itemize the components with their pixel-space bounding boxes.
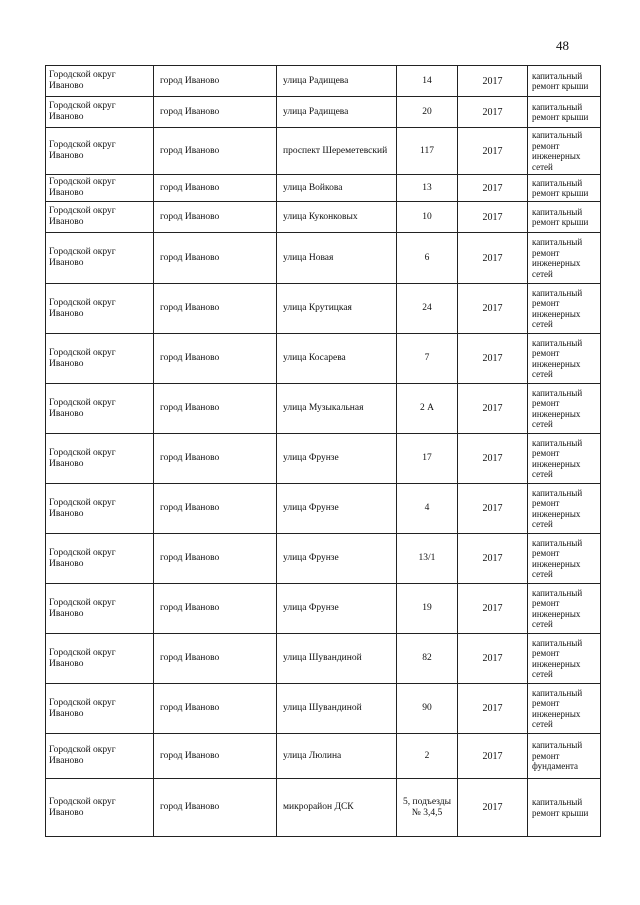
cell-house: 10	[397, 202, 458, 233]
table-row	[46, 334, 601, 384]
cell-district: Городской округ Иваново	[46, 384, 154, 434]
cell-year: 2017	[458, 534, 528, 584]
table-body	[46, 66, 601, 837]
cell-work: капитальный ремонт инженерных сетей	[528, 584, 601, 634]
cell-work: капитальный ремонт крыши	[528, 175, 601, 202]
cell-city: город Иваново	[154, 97, 277, 128]
cell-street: улица Шувандиной	[277, 634, 397, 684]
cell-work: капитальный ремонт инженерных сетей	[528, 534, 601, 584]
cell-city: город Иваново	[154, 584, 277, 634]
cell-year: 2017	[458, 634, 528, 684]
cell-district: Городской округ Иваново	[46, 66, 154, 97]
cell-district: Городской округ Иваново	[46, 97, 154, 128]
cell-work: капитальный ремонт крыши	[528, 66, 601, 97]
cell-year: 2017	[458, 734, 528, 779]
cell-house: 17	[397, 434, 458, 484]
cell-city: город Иваново	[154, 128, 277, 175]
cell-work: капитальный ремонт инженерных сетей	[528, 384, 601, 434]
cell-district: Городской округ Иваново	[46, 434, 154, 484]
table-row	[46, 233, 601, 284]
table-row	[46, 384, 601, 434]
cell-house: 20	[397, 97, 458, 128]
cell-district: Городской округ Иваново	[46, 734, 154, 779]
cell-street: микрорайон ДСК	[277, 779, 397, 837]
cell-year: 2017	[458, 584, 528, 634]
table-row	[46, 634, 601, 684]
cell-city: город Иваново	[154, 66, 277, 97]
cell-street: улица Люлина	[277, 734, 397, 779]
table-row	[46, 534, 601, 584]
cell-district: Городской округ Иваново	[46, 175, 154, 202]
cell-house: 90	[397, 684, 458, 734]
table-row	[46, 202, 601, 233]
cell-year: 2017	[458, 684, 528, 734]
cell-house: 24	[397, 284, 458, 334]
cell-city: город Иваново	[154, 684, 277, 734]
cell-city: город Иваново	[154, 233, 277, 284]
cell-street: улица Музыкальная	[277, 384, 397, 434]
cell-district: Городской округ Иваново	[46, 233, 154, 284]
cell-street: улица Радищева	[277, 66, 397, 97]
cell-house: 117	[397, 128, 458, 175]
cell-year: 2017	[458, 779, 528, 837]
cell-house: 6	[397, 233, 458, 284]
cell-work: капитальный ремонт фундамента	[528, 734, 601, 779]
cell-work: капитальный ремонт инженерных сетей	[528, 284, 601, 334]
cell-year: 2017	[458, 334, 528, 384]
cell-city: город Иваново	[154, 779, 277, 837]
cell-district: Городской округ Иваново	[46, 284, 154, 334]
cell-district: Городской округ Иваново	[46, 484, 154, 534]
cell-house: 2	[397, 734, 458, 779]
table-row	[46, 97, 601, 128]
page-number: 48	[556, 38, 569, 53]
cell-city: город Иваново	[154, 284, 277, 334]
cell-work: капитальный ремонт инженерных сетей	[528, 233, 601, 284]
cell-year: 2017	[458, 175, 528, 202]
cell-city: город Иваново	[154, 384, 277, 434]
cell-street: улица Новая	[277, 233, 397, 284]
cell-year: 2017	[458, 128, 528, 175]
cell-work: капитальный ремонт инженерных сетей	[528, 634, 601, 684]
cell-city: город Иваново	[154, 534, 277, 584]
cell-street: улица Фрунзе	[277, 584, 397, 634]
cell-house: 13/1	[397, 534, 458, 584]
cell-street: улица Шувандиной	[277, 684, 397, 734]
cell-house: 19	[397, 584, 458, 634]
table-row	[46, 484, 601, 534]
cell-year: 2017	[458, 233, 528, 284]
cell-city: город Иваново	[154, 202, 277, 233]
cell-street: улица Фрунзе	[277, 534, 397, 584]
cell-street: улица Фрунзе	[277, 434, 397, 484]
cell-district: Городской округ Иваново	[46, 534, 154, 584]
cell-year: 2017	[458, 66, 528, 97]
cell-city: город Иваново	[154, 434, 277, 484]
cell-work: капитальный ремонт крыши	[528, 202, 601, 233]
table-row	[46, 434, 601, 484]
cell-district: Городской округ Иваново	[46, 202, 154, 233]
cell-work: капитальный ремонт инженерных сетей	[528, 334, 601, 384]
cell-year: 2017	[458, 434, 528, 484]
table-row	[46, 684, 601, 734]
cell-work: капитальный ремонт инженерных сетей	[528, 684, 601, 734]
cell-year: 2017	[458, 284, 528, 334]
table-row	[46, 734, 601, 779]
table-row	[46, 66, 601, 97]
cell-street: проспект Шереметевский	[277, 128, 397, 175]
cell-district: Городской округ Иваново	[46, 334, 154, 384]
cell-street: улица Крутицкая	[277, 284, 397, 334]
cell-house: 13	[397, 175, 458, 202]
cell-city: город Иваново	[154, 634, 277, 684]
repair-schedule-table	[45, 65, 601, 837]
cell-street: улица Куконковых	[277, 202, 397, 233]
cell-district: Городской округ Иваново	[46, 128, 154, 175]
cell-year: 2017	[458, 484, 528, 534]
cell-house: 2 А	[397, 384, 458, 434]
cell-house: 4	[397, 484, 458, 534]
cell-street: улица Войкова	[277, 175, 397, 202]
cell-work: капитальный ремонт инженерных сетей	[528, 434, 601, 484]
cell-district: Городской округ Иваново	[46, 634, 154, 684]
cell-work: капитальный ремонт инженерных сетей	[528, 484, 601, 534]
table-row	[46, 284, 601, 334]
cell-year: 2017	[458, 384, 528, 434]
cell-work: капитальный ремонт крыши	[528, 97, 601, 128]
cell-district: Городской округ Иваново	[46, 779, 154, 837]
table-row	[46, 175, 601, 202]
cell-street: улица Косарева	[277, 334, 397, 384]
cell-district: Городской округ Иваново	[46, 684, 154, 734]
cell-year: 2017	[458, 97, 528, 128]
cell-house: 7	[397, 334, 458, 384]
cell-street: улица Фрунзе	[277, 484, 397, 534]
cell-district: Городской округ Иваново	[46, 584, 154, 634]
cell-city: город Иваново	[154, 175, 277, 202]
table-row	[46, 779, 601, 837]
cell-house: 5, подъезды № 3,4,5	[397, 779, 458, 837]
table-row	[46, 128, 601, 175]
cell-street: улица Радищева	[277, 97, 397, 128]
cell-house: 14	[397, 66, 458, 97]
cell-work: капитальный ремонт крыши	[528, 779, 601, 837]
cell-work: капитальный ремонт инженерных сетей	[528, 128, 601, 175]
cell-year: 2017	[458, 202, 528, 233]
cell-house: 82	[397, 634, 458, 684]
cell-city: город Иваново	[154, 484, 277, 534]
cell-city: город Иваново	[154, 734, 277, 779]
cell-city: город Иваново	[154, 334, 277, 384]
table-row	[46, 584, 601, 634]
